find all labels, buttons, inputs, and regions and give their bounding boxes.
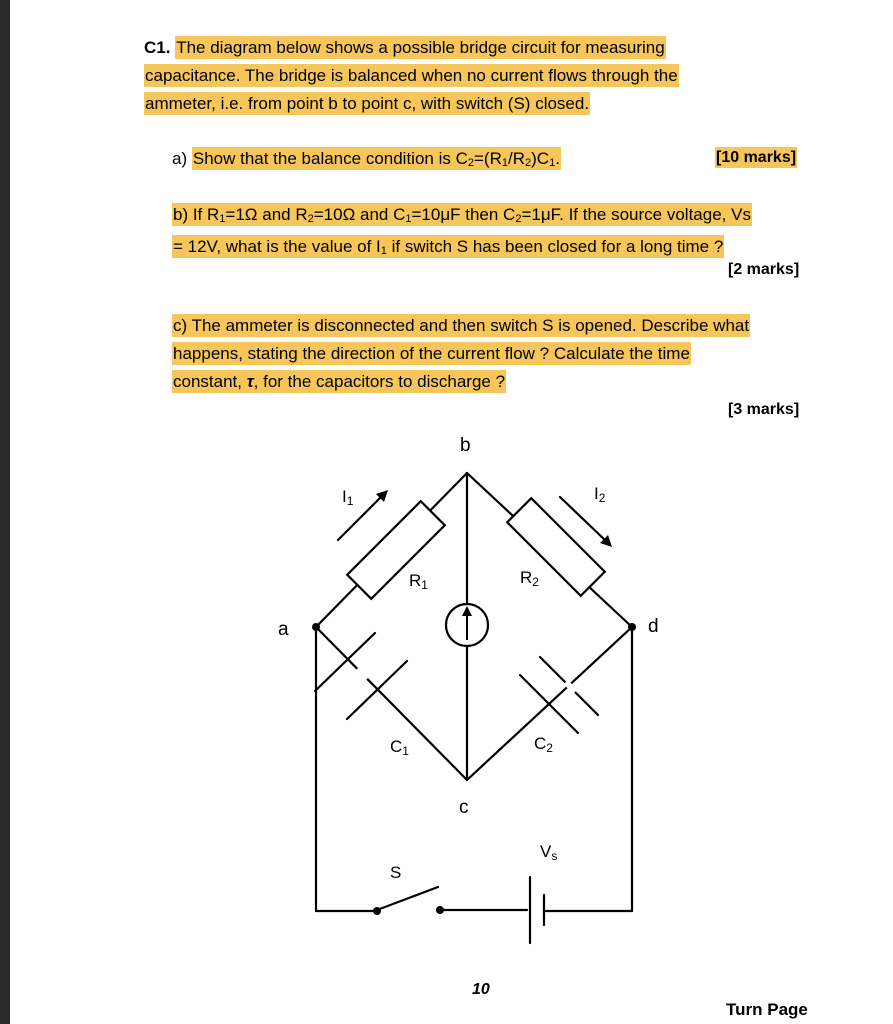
part-a-prefix: a) [172,149,188,168]
part-c-text: c) The ammeter is disconnected and then switch S is opened. Describe what happens, stating the direction of the current flow ? Calculate the time constant, τ, for the capacitors to discharge ? [173,316,750,391]
node-a-label: a [278,619,289,640]
switch-s-label: S [390,863,402,882]
resistor-r2-label: R2 [520,568,539,589]
node-b-label: b [460,435,471,456]
part-a-text: Show that the balance condition is $C_2=(R_1/R_2)C_1$. [192,149,560,169]
question-number: C1. [144,38,171,57]
capacitor-c1-label: C1 [390,737,409,758]
part-b-text: b) If $R_1=1\Omega$ and $R_2=10\Omega$ and $C_1=10\mu F$ then $C_2=1\mu F$. If the source voltage, Vs = 12V, what is the value of $I_1$ if switch S has been closed for a long time ? [173,205,751,257]
capacitor-c2-label: C2 [534,734,553,755]
bridge-circuit-diagram [10,0,893,1024]
part-c-marks: [3 marks] [728,401,800,418]
part-a-marks: [10 marks] [716,149,797,166]
current-i2-label: I2 [594,484,606,505]
exam-page [10,0,893,1024]
part-b-marks: [2 marks] [728,261,800,278]
current-i1-label: I1 [342,487,354,508]
question-intro: The diagram below shows a possible bridge circuit for measuring capacitance. The bridge is balanced when no current flows through the ammeter, i.e. from point b to point c, with switch (S) closed. [145,38,678,113]
node-d-label: d [648,616,659,637]
source-vs-label: Vs [540,842,558,863]
resistor-r1-label: R1 [409,571,428,592]
turn-page: Turn Page [726,1000,808,1019]
page-number: 10 [472,981,490,998]
node-c-label: c [459,797,469,818]
